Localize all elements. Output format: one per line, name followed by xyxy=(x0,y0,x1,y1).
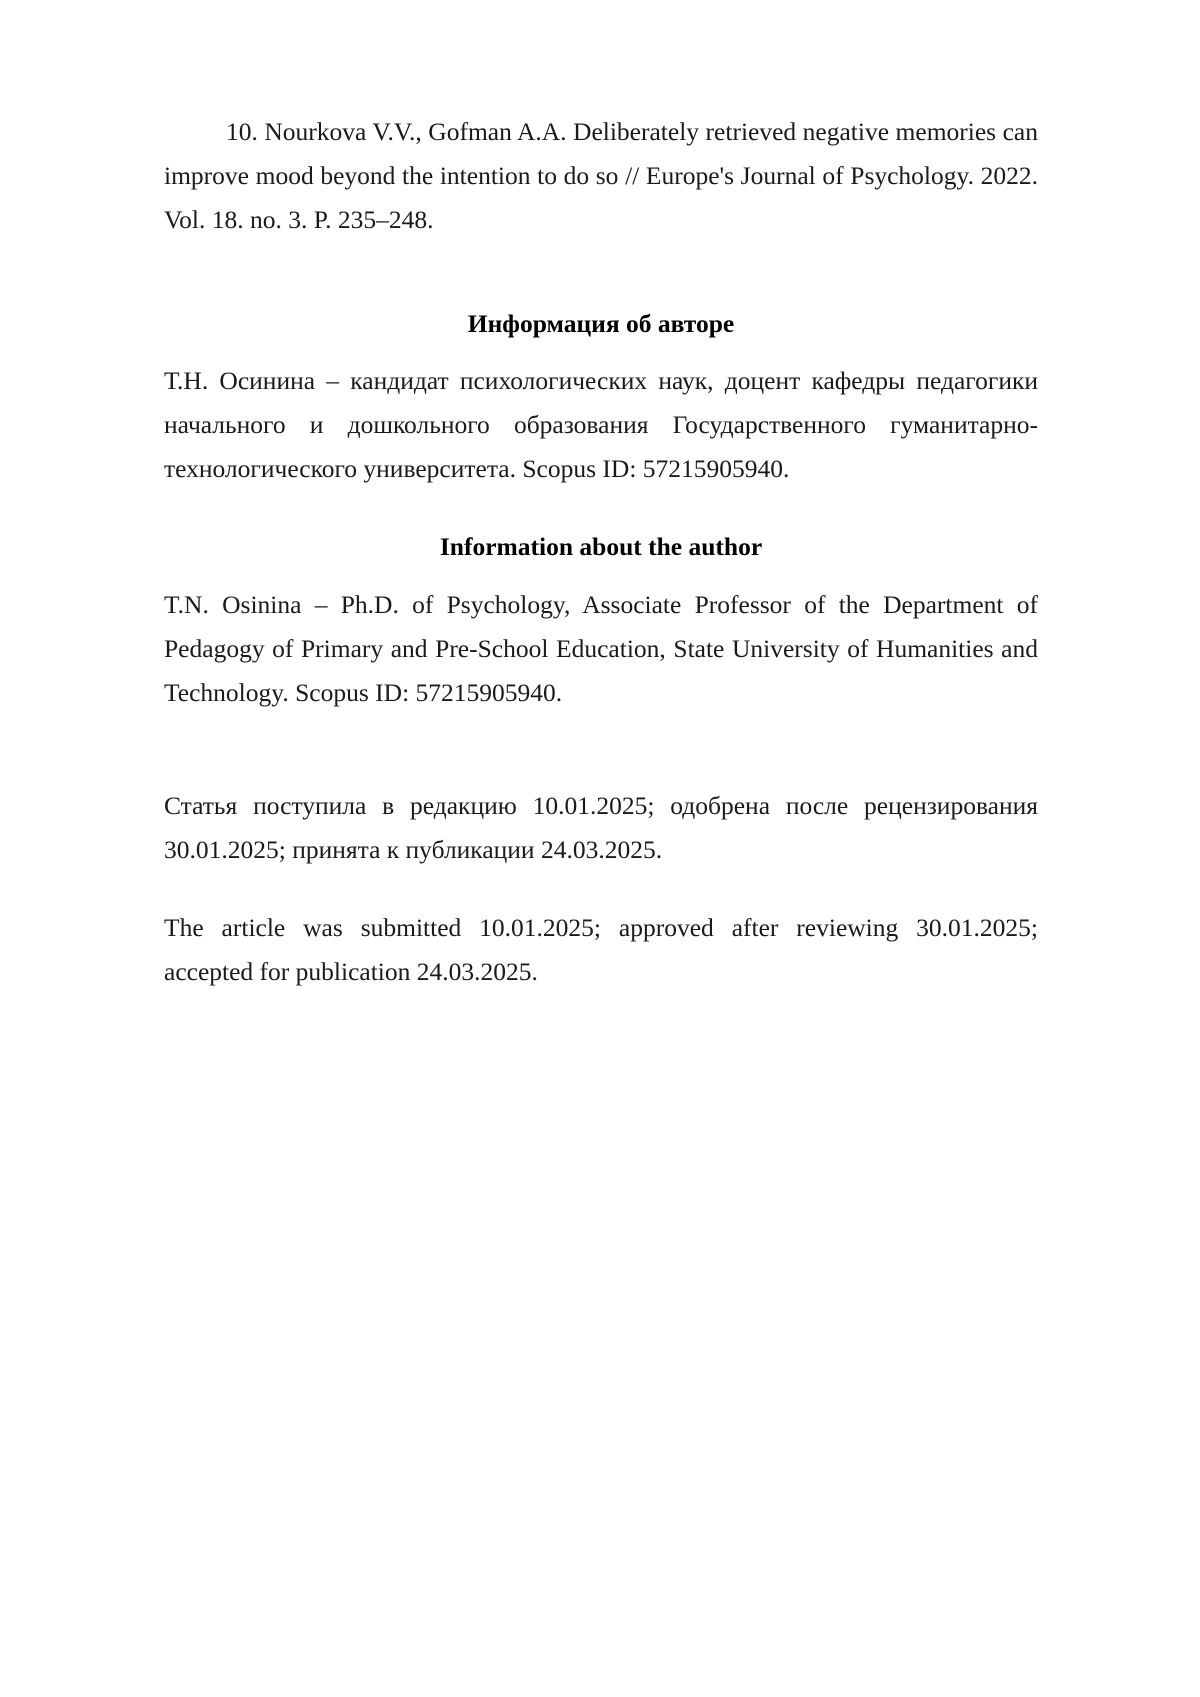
reference-entry: 10. Nourkova V.V., Gofman A.A. Deliberately retrieved negative memories can improve mood beyond the intention to do so // Europe's Journal of Psychology. 2022. Vol. 18. no. 3. P. 235–248. xyxy=(164,117,1038,234)
author-info-body-en: T.N. Osinina – Ph.D. of Psychology, Associate Professor of the Department of Pedagogy of Primary and Pre-School Education, State University of Humanities and Technology. Scopus ID: 57215905940. xyxy=(164,589,1038,707)
spacer xyxy=(164,714,1038,784)
submission-note-ru: Статья поступила в редакцию 10.01.2025; одобрена после рецензирования 30.01.2025; принята к публикации 24.03.2025. xyxy=(164,791,1038,865)
spacer xyxy=(164,491,1038,525)
page-content xyxy=(164,110,1038,994)
spacer xyxy=(164,242,1038,302)
author-info-body-ru: Т.Н. Осинина – кандидат психологических наук, доцент кафедры педагогики начального и дошкольного образования Государственного гуманитарно-технологического университета. Scopus ID: 57215905940. xyxy=(164,366,1038,484)
spacer xyxy=(164,569,1038,583)
submission-note-en: The article was submitted 10.01.2025; approved after reviewing 30.01.2025; accepted for publication 24.03.2025. xyxy=(164,913,1038,987)
author-info-heading-ru: Информация об авторе xyxy=(467,308,735,338)
spacer xyxy=(164,872,1038,906)
spacer xyxy=(164,345,1038,359)
author-info-heading-en: Information about the author xyxy=(439,532,763,562)
